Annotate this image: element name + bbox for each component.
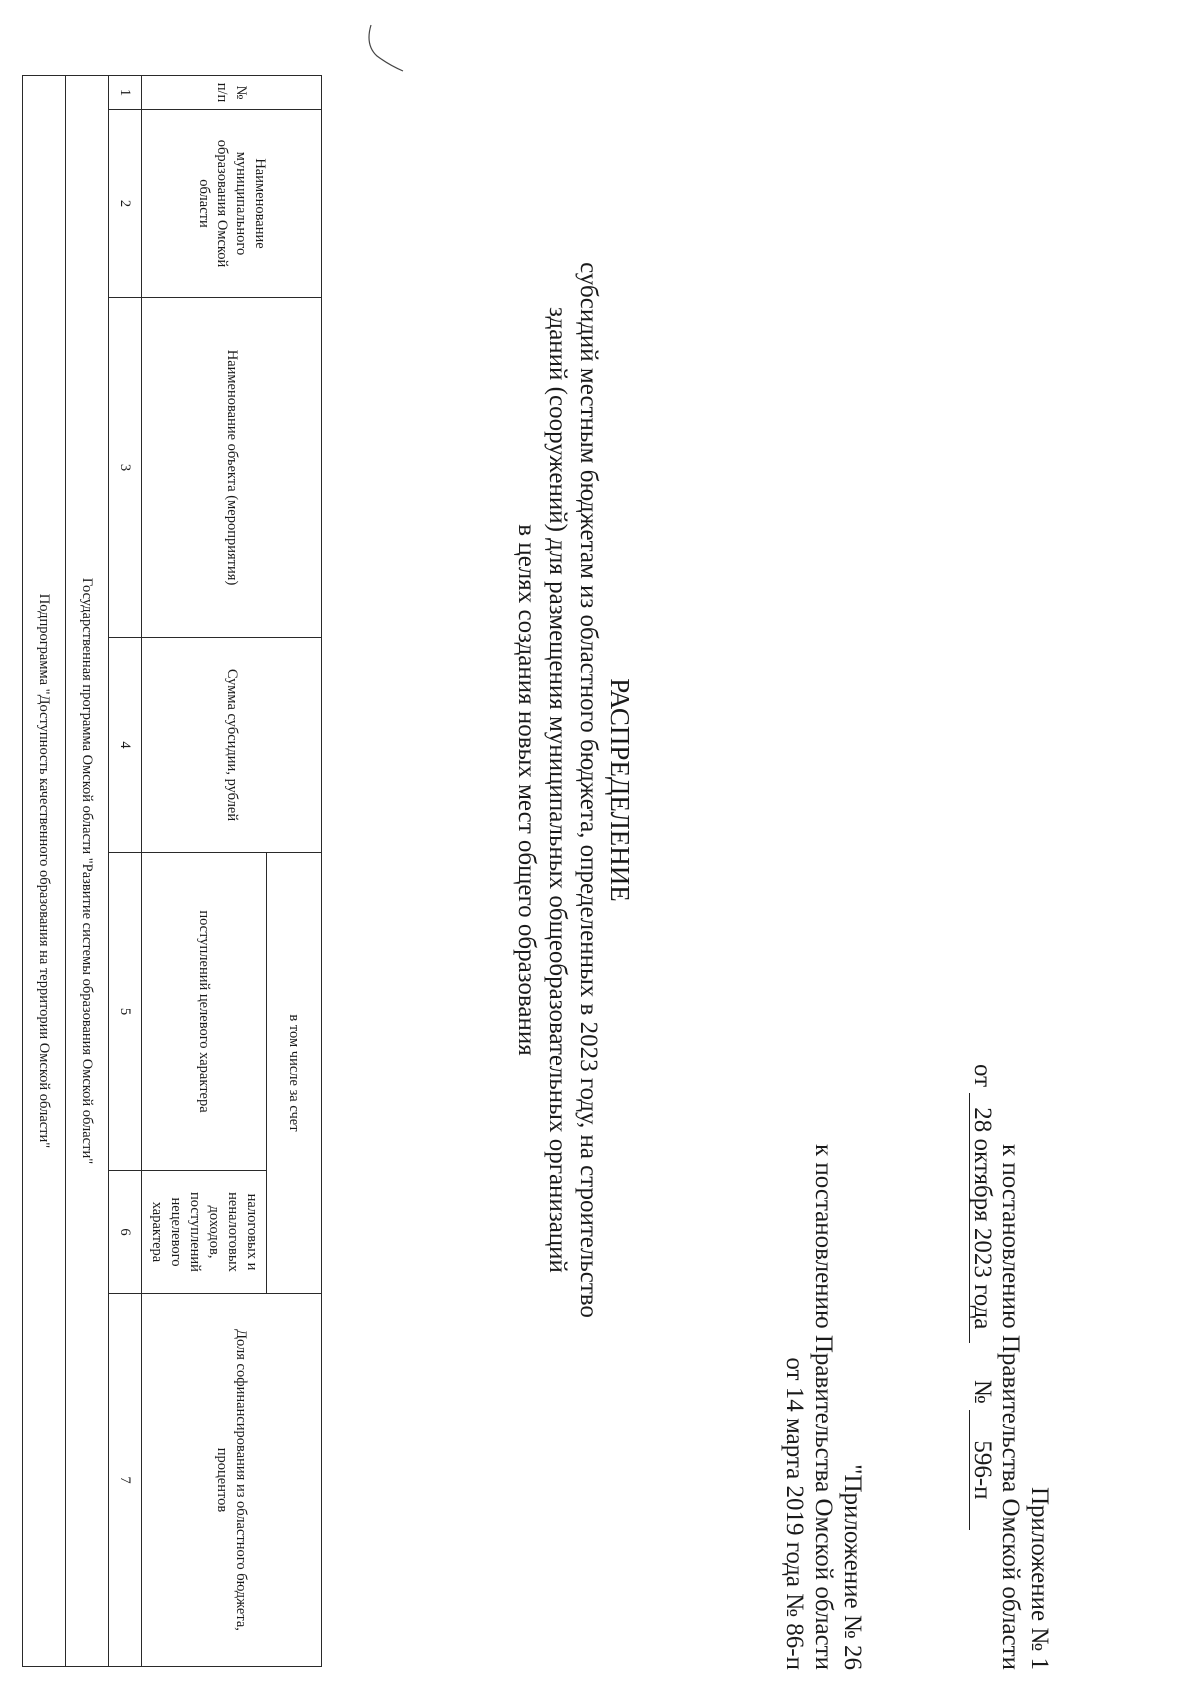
title-line-3: в целях создания новых мест общего образования [513, 524, 540, 1056]
header-including: в том числе за счет [267, 853, 322, 1294]
original-appendix-decree-ref: к постановлению Правительства Омской области [810, 1143, 837, 1670]
header-share: Доля софинансирования из областного бюджета, процентов [142, 1294, 322, 1667]
distribution-table [22, 75, 322, 1667]
handwritten-mark [357, 23, 405, 73]
header-sum: Сумма субсидии, рублей [142, 638, 322, 853]
original-appendix-date: от 14 марта 2019 года № 86-п [781, 1357, 808, 1670]
number-prefix: № [969, 1379, 996, 1404]
column-number: 7 [109, 1294, 142, 1667]
column-number: 2 [109, 110, 142, 298]
header-targeted: поступлений целевого характера [142, 853, 267, 1171]
original-appendix-number: "Приложение № 26 [839, 1464, 866, 1670]
title-line-1: субсидий местным бюджетам из областного бюджета, определенных в 2023 году, на строительство [575, 262, 602, 1318]
section-subprogram: Подпрограмма "Доступность качественного образования на территории Омской области" [23, 76, 66, 1667]
header-tax: налоговых и неналоговых доходов, поступлений нецелевого характера [142, 1171, 267, 1294]
column-numbers-row [109, 76, 142, 1667]
appendix-number: Приложение № 1 [1026, 1486, 1053, 1670]
column-number: 4 [109, 638, 142, 853]
date-prefix: от [969, 1064, 996, 1088]
title-line-2: зданий (сооружений) для размещения муниципальных общеобразовательных организаций [544, 307, 571, 1273]
section-row-subprogram [23, 76, 66, 1667]
column-number: 6 [109, 1171, 142, 1294]
title-heading: РАСПРЕДЕЛЕНИЕ [605, 678, 635, 902]
section-row-program [66, 76, 109, 1667]
appendix-date-line [969, 1064, 995, 1530]
column-number: 1 [109, 76, 142, 110]
date-value: 28 октября 2023 года [969, 1093, 995, 1343]
section-program: Государственная программа Омской области "Развитие системы образования Омской области" [66, 76, 109, 1667]
header-num: № п/п [142, 76, 322, 110]
header-object: Наименование объекта (мероприятия) [142, 298, 322, 638]
number-value: 596-п [969, 1410, 995, 1530]
table-header-row [267, 76, 322, 1667]
column-number: 5 [109, 853, 142, 1171]
appendix-decree-ref: к постановлению Правительства Омской области [997, 1143, 1024, 1670]
header-municipality: Наименование муниципального образования Омской области [142, 110, 322, 298]
column-number: 3 [109, 298, 142, 638]
